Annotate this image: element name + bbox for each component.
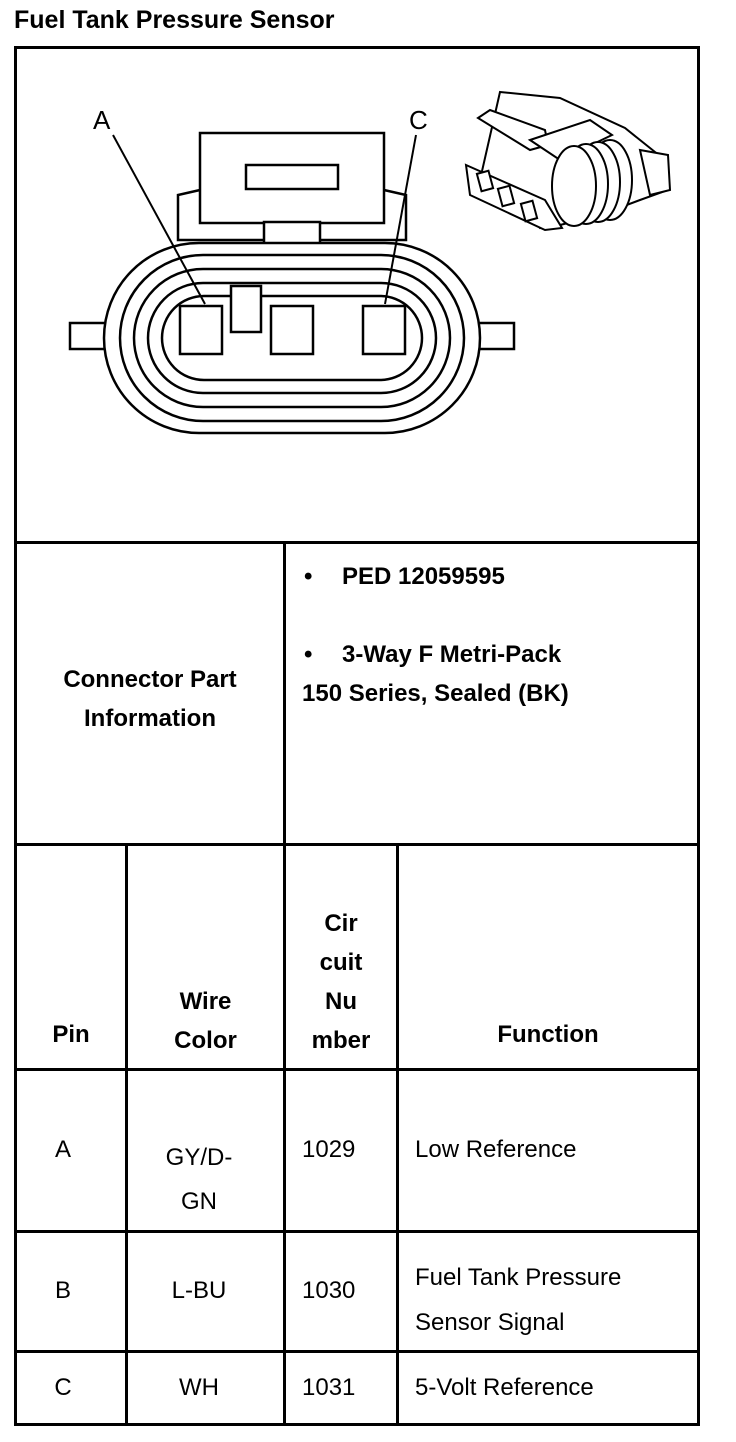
divider [125, 843, 128, 1426]
connector-diagram [0, 0, 736, 545]
divider [14, 843, 700, 846]
table-cell-pin: B [54, 1277, 71, 1304]
part-number: PED 12059595 [342, 563, 505, 590]
table-cell-function: Low Reference [415, 1136, 577, 1163]
table-cell-function: Fuel Tank Pressure Sensor Signal [415, 1264, 622, 1336]
table-cell-wire-color: GY/D- GN [165, 1144, 233, 1215]
divider [396, 843, 399, 1426]
connector-type-line1: 3-Way F Metri-Pack [342, 641, 562, 668]
table-cell-function: 5-Volt Reference [415, 1374, 594, 1401]
table-cell-pin: C [54, 1374, 72, 1401]
divider [14, 1350, 700, 1353]
table-cell-circuit: 1030 [302, 1277, 356, 1304]
bullet-glyph: • [304, 641, 313, 668]
header-circuit-number: Cir cuit Nu mber [311, 910, 371, 1054]
divider [14, 1068, 700, 1071]
table-cell-wire-color: L-BU [171, 1277, 227, 1304]
connector-3d-icon [466, 92, 670, 230]
table-cell-circuit: 1029 [302, 1136, 356, 1163]
divider [14, 1423, 700, 1426]
table-cell-circuit: 1031 [302, 1374, 356, 1401]
connector-type-line2: 150 Series, Sealed (BK) [302, 680, 569, 707]
terminal-c [363, 306, 405, 354]
bullet-glyph: • [304, 563, 313, 590]
terminal-b [271, 306, 313, 354]
table-cell-wire-color: WH [179, 1374, 219, 1401]
connector-info-label: Connector Part Information [63, 666, 237, 732]
pin-label-a: A [93, 105, 111, 135]
header-wire-color: Wire Color [174, 988, 237, 1054]
divider [14, 1230, 700, 1233]
header-function: Function [497, 1021, 599, 1048]
terminal-a [180, 306, 222, 354]
header-pin: Pin [52, 1021, 90, 1048]
table-cell-pin: A [54, 1136, 71, 1163]
pin-label-c: C [409, 105, 428, 135]
page-title: Fuel Tank Pressure Sensor [14, 6, 335, 34]
